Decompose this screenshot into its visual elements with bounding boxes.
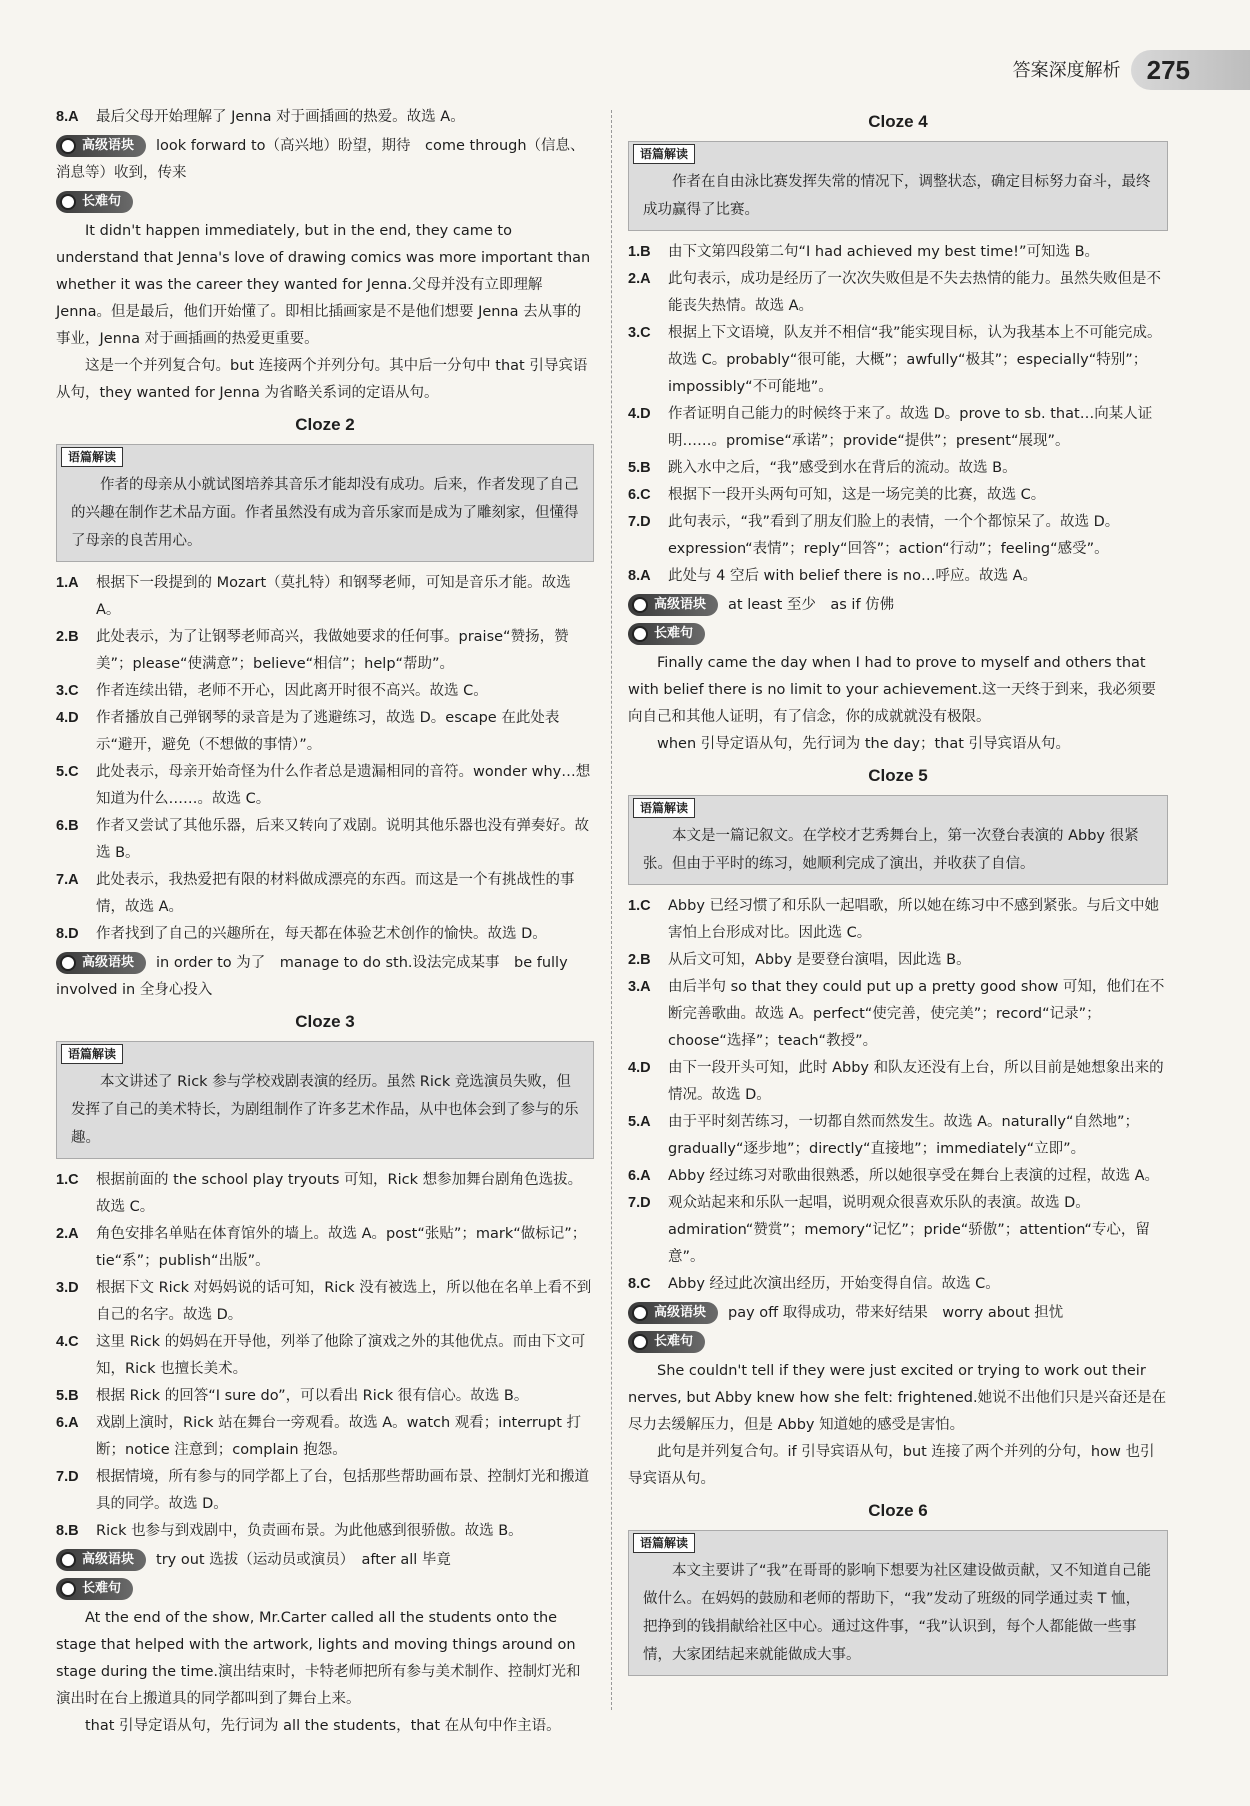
reading-summary-box [628,795,1168,885]
long-sentence-text: She couldn't tell if they were just excited or trying to work out their nerves, but Abby knew how she felt: frightened.她说不出他们只是兴奋还是在尽力去缓解压力，但是 Abby 知道她的感受是害怕。 [628,1363,1167,1433]
long-sentence-text: Finally came the day when I had to prove to myself and others that with belief there is no limit to your achievement.这一天终于到来，我必须要向自己和其他人证明，有了信念，你的成就就没有极限。 [628,655,1156,725]
reading-summary-label: 语篇解读 [633,1533,695,1553]
long-sentence-label: 长难句 [56,1578,133,1600]
reading-summary-label: 语篇解读 [633,798,695,818]
long-sentence-analysis: 此句是并列复合句。if 引导宾语从句，but 连接了两个并列的分句，how 也引导宾语从句。 [628,1444,1155,1487]
advanced-phrases: 高级语块 at least 至少 as if 仿佛 [628,592,1168,619]
advanced-phrases-label: 高级语块 [56,1549,146,1571]
long-sentence-label-row [628,1329,1168,1356]
cloze-title: Cloze 2 [295,415,355,434]
long-sentence-label: 长难句 [56,191,133,213]
tag-icon [60,138,76,154]
tag-icon [60,1581,76,1597]
answer-item: 2.B 从后文可知，Abby 是要登台演唱，因此选 B。 [628,952,971,968]
tag-icon [632,597,648,613]
answer-item: 5.B 根据 Rick 的回答“I sure do”，可以看出 Rick 很有信心。故选 B。 [56,1388,529,1404]
long-sentence-text: It didn't happen immediately, but in the end, they came to understand that Jenna's love of drawing comics was more important than whether it was the career they wanted for Jenna.父母并没有立即理解 Jenna。但是最后，他们开始懂了。即相比插画家是不是他们想要 Jenna 去从事的事业，Jenna 对于画插画的热爱更重要。 [56,223,591,347]
long-sentence-label: 长难句 [628,1331,705,1353]
page-number: 275 [1131,50,1250,90]
answer-item: 6.C 根据下一段开头两句可知，这是一场完美的比赛，故选 C。 [628,487,1046,503]
tag-icon [60,1552,76,1568]
answer-item: 3.C 作者连续出错，老师不开心，因此离开时很不高兴。故选 C。 [56,683,488,699]
cloze-title: Cloze 3 [295,1012,355,1031]
tag-icon [60,194,76,210]
cloze-title: Cloze 5 [868,766,928,785]
answer-item: 6.A 戏剧上演时，Rick 站在舞台一旁观看。故选 A。watch 观看；interrupt 打断；notice 注意到；complain 抱怨。 [56,1415,581,1458]
answer-item: 1.A 根据下一段提到的 Mozart（莫扎特）和钢琴老师，可知是音乐才能。故选 A。 [56,575,571,618]
answer-item: 1.B 由下文第四段第二句“I had achieved my best time!”可知选 B。 [628,244,1100,260]
advanced-phrases: 高级语块 in order to 为了 manage to do sth.设法完成某事 be fully involved in 全身心投入 [56,950,594,1004]
answer-item: 3.C 根据上下文语境，队友并不相信“我”能实现目标，认为我基本上不可能完成。故选 C。probably“很可能，大概”；awfully“极其”；especially“特别”；impossibly“不可能地”。 [628,325,1162,395]
reading-summary-box [56,444,594,562]
answer-item: 5.B 跳入水中之后，“我”感受到水在背后的流动。故选 B。 [628,460,1017,476]
answer-item: 8.A 最后父母开始理解了 Jenna 对于画插画的热爱。故选 A。 [56,109,465,125]
answer-item: 7.D 此句表示，“我”看到了朋友们脸上的表情，一个个都惊呆了。故选 D。expression“表情”；reply“回答”；action“行动”；feeling“感受”。 [628,514,1120,557]
advanced-phrases: 高级语块 pay off 取得成功，带来好结果 worry about 担忧 [628,1300,1168,1327]
long-sentence-text: At the end of the show, Mr.Carter called all the students onto the stage that helped with the artwork, lights and moving things around on stage during the time.演出结束时，卡特老师把所有参与美术制作、控制灯光和演出时在台上搬道具的同学都叫到了舞台上来。 [56,1610,581,1707]
advanced-phrases: 高级语块 look forward to（高兴地）盼望，期待 come through（信息、消息等）收到，传来 [56,133,594,187]
answer-item: 3.D 根据下文 Rick 对妈妈说的话可知，Rick 没有被选上，所以他在名单上看不到自己的名字。故选 D。 [56,1280,592,1323]
long-sentence-analysis: 这是一个并列复合句。but 连接两个并列分句。其中后一分句中 that 引导宾语从句，they wanted for Jenna 为省略关系词的定语从句。 [56,358,588,401]
page-header [1013,50,1250,90]
reading-summary-label: 语篇解读 [61,1044,123,1064]
answer-item: 8.C Abby 经过此次演出经历，开始变得自信。故选 C。 [628,1276,1000,1292]
answer-item: 2.A 角色安排名单贴在体育馆外的墙上。故选 A。post“张贴”；mark“做标记”；tie“系”；publish“出版”。 [56,1226,587,1269]
answer-item: 6.B 作者又尝试了其他乐器，后来又转向了戏剧。说明其他乐器也没有弹奏好。故选 B。 [56,818,589,861]
reading-summary-box [628,141,1168,231]
column-divider [611,110,612,1710]
advanced-phrases-label: 高级语块 [56,135,146,157]
reading-summary-text: 作者在自由泳比赛发挥失常的情况下，调整状态，确定目标努力奋斗，最终成功赢得了比赛。 [643,174,1151,218]
answer-item: 2.B 此处表示，为了让钢琴老师高兴，我做她要求的任何事。praise“赞扬，赞美”；please“使满意”；believe“相信”；help“帮助”。 [56,629,569,672]
reading-summary-box [56,1041,594,1159]
tag-icon [632,626,648,642]
tag-icon [60,955,76,971]
answer-item: 7.D 根据情境，所有参与的同学都上了台，包括那些帮助画布景、控制灯光和搬道具的同学。故选 D。 [56,1469,589,1512]
reading-summary-label: 语篇解读 [633,144,695,164]
reading-summary-box [628,1530,1168,1676]
answer-item: 7.D 观众站起来和乐队一起唱，说明观众很喜欢乐队的表演。故选 D。admiration“赞赏”；memory“记忆”；pride“骄傲”；attention“专心，留意”。 [628,1195,1150,1265]
answer-item: 4.D 由下一段开头可知，此时 Abby 和队友还没有上台，所以目前是她想象出来的情况。故选 D。 [628,1060,1164,1103]
answer-item: 5.A 由于平时刻苦练习，一切都自然而然发生。故选 A。naturally“自然地”；gradually“逐步地”；directly“直接地”；immediately“立即”。 [628,1114,1139,1157]
advanced-phrases-label: 高级语块 [628,594,718,616]
reading-summary-text: 本文讲述了 Rick 参与学校戏剧表演的经历。虽然 Rick 竞选演员失败，但发挥了自己的美术特长，为剧组制作了许多艺术作品，从中也体会到了参与的乐趣。 [71,1074,579,1146]
header-title: 答案深度解析 [1012,59,1121,81]
answer-item: 2.A 此句表示，成功是经历了一次次失败但是不失去热情的能力。虽然失败但是不能丧失热情。故选 A。 [628,271,1161,314]
answer-item: 1.C 根据前面的 the school play tryouts 可知，Rick 想参加舞台剧角色选拔。故选 C。 [56,1172,583,1215]
tag-icon [632,1334,648,1350]
tag-icon [632,1305,648,1321]
answer-item: 7.A 此处表示，我热爱把有限的材料做成漂亮的东西。而这是一个有挑战性的事情，故选 A。 [56,872,575,915]
answer-item: 4.D 作者播放自己弹钢琴的录音是为了逃避练习，故选 D。escape 在此处表示“避开，避免（不想做的事情）”。 [56,710,560,753]
reading-summary-text: 本文主要讲了“我”在哥哥的影响下想要为社区建设做贡献，又不知道自己能做什么。在妈妈的鼓励和老师的帮助下，“我”发动了班级的同学通过卖 T 恤，把挣到的钱捐献给社区中心。通过这件事，“我”认识到，每个人都能做一些事情，大家团结起来就能做成大事。 [643,1563,1152,1663]
reading-summary-text: 作者的母亲从小就试图培养其音乐才能却没有成功。后来，作者发现了自己的兴趣在制作艺术品方面。作者虽然没有成为音乐家而是成为了雕刻家，但懂得了母亲的良苦用心。 [71,477,579,549]
reading-summary-text: 本文是一篇记叙文。在学校才艺秀舞台上，第一次登台表演的 Abby 很紧张。但由于平时的练习，她顺利完成了演出，并收获了自信。 [643,828,1139,872]
answer-item: 4.D 作者证明自己能力的时候终于来了。故选 D。prove to sb. that…向某人证明……。promise“承诺”；provide“提供”；present“展现”。 [628,406,1153,449]
answer-item: 8.D 作者找到了自己的兴趣所在，每天都在体验艺术创作的愉快。故选 D。 [56,926,547,942]
long-sentence-analysis: that 引导定语从句，先行词为 all the students，that 在从句中作主语。 [85,1718,561,1734]
right-column [628,104,1168,1684]
long-sentence-analysis: when 引导定语从句，先行词为 the day；that 引导宾语从句。 [657,736,1071,752]
left-column [56,104,594,1740]
advanced-phrases-label: 高级语块 [628,1302,718,1324]
reading-summary-label: 语篇解读 [61,447,123,467]
advanced-phrases: 高级语块 try out 选拔（运动员或演员） after all 毕竟 [56,1547,594,1574]
answer-item: 5.C 此处表示，母亲开始奇怪为什么作者总是遗漏相同的音符。wonder why…想知道为什么……。故选 C。 [56,764,591,807]
long-sentence-label: 长难句 [628,623,705,645]
cloze-title: Cloze 4 [868,112,928,131]
long-sentence-label-row [56,189,594,216]
advanced-phrases-label: 高级语块 [56,952,146,974]
cloze-title: Cloze 6 [868,1501,928,1520]
answer-item: 4.C 这里 Rick 的妈妈在开导他，列举了他除了演戏之外的其他优点。而由下文可知，Rick 也擅长美术。 [56,1334,586,1377]
long-sentence-label-row [628,621,1168,648]
long-sentence-label-row [56,1576,594,1603]
answer-item: 6.A Abby 经过练习对歌曲很熟悉，所以她很享受在舞台上表演的过程，故选 A。 [628,1168,1160,1184]
answer-item: 8.A 此处与 4 空后 with belief there is no…呼应。故选 A。 [628,568,1037,584]
answer-item: 3.A 由后半句 so that they could put up a pretty good show 可知，他们在不断完善歌曲。故选 A。perfect“使完善，使完美”；record“记录”；choose“选择”；teach“教授”。 [628,979,1165,1049]
answer-item: 1.C Abby 已经习惯了和乐队一起唱歌，所以她在练习中不感到紧张。与后文中她害怕上台形成对比。因此选 C。 [628,898,1160,941]
answer-item: 8.B Rick 也参与到戏剧中，负责画布景。为此他感到很骄傲。故选 B。 [56,1523,523,1539]
